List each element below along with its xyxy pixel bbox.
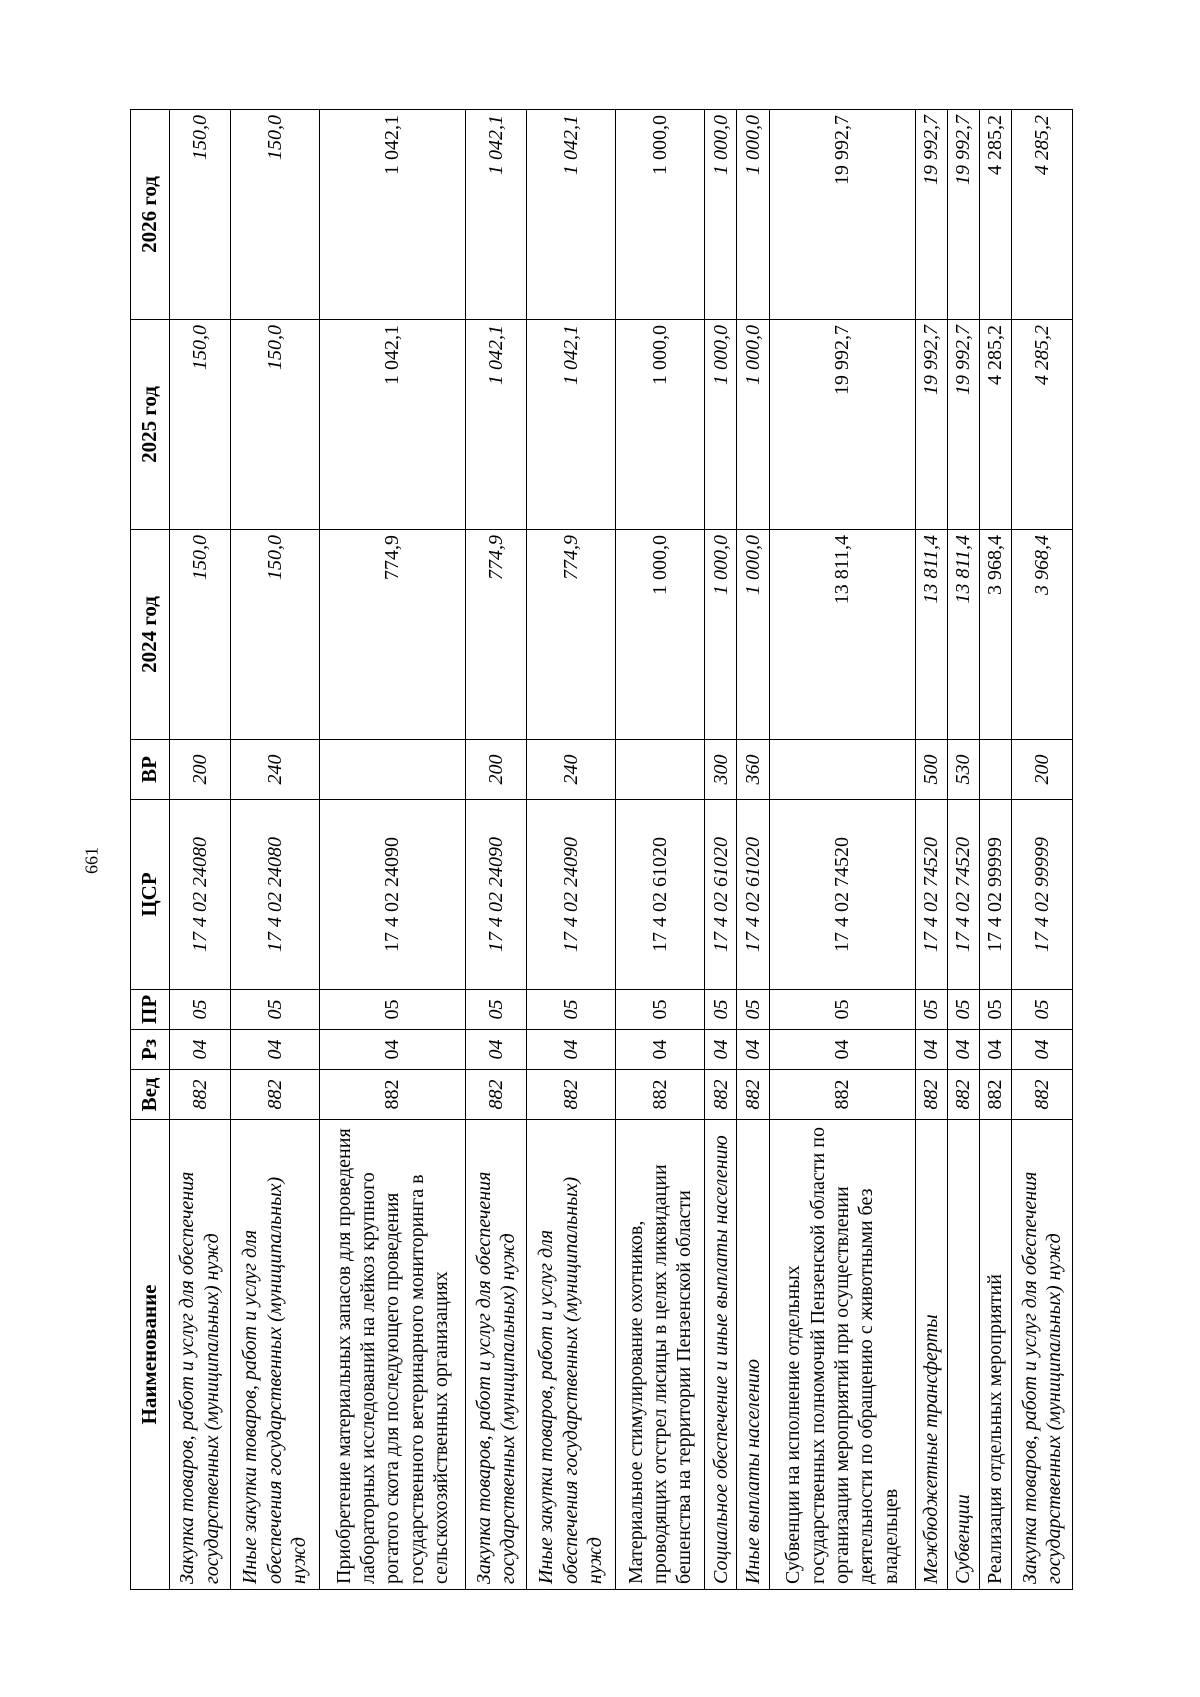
row-2024: 3 968,4 bbox=[980, 530, 1012, 740]
header-name: Наименование bbox=[131, 1120, 170, 1590]
header-pr: ПР bbox=[131, 990, 170, 1030]
row-rz: 04 bbox=[769, 1030, 915, 1070]
row-ved: 882 bbox=[980, 1070, 1012, 1120]
row-2026: 19 992,7 bbox=[915, 110, 947, 320]
row-ved: 882 bbox=[319, 1070, 465, 1120]
row-ved: 882 bbox=[705, 1070, 737, 1120]
row-csr: 17 4 02 61020 bbox=[737, 800, 769, 990]
row-2025: 1 042,1 bbox=[466, 320, 527, 530]
row-name: Закупка товаров, работ и услуг для обеспечения государственных (муниципальных) нужд bbox=[170, 1120, 231, 1590]
row-vr bbox=[769, 740, 915, 800]
row-name: Иные закупки товаров, работ и услуг для обеспечения государственных (муниципальных) нужд bbox=[526, 1120, 615, 1590]
row-2024: 1 000,0 bbox=[737, 530, 769, 740]
row-2026: 19 992,7 bbox=[948, 110, 980, 320]
row-2026: 1 000,0 bbox=[616, 110, 705, 320]
row-pr: 05 bbox=[737, 990, 769, 1030]
row-name: Социальное обеспечение и иные выплаты населению bbox=[705, 1120, 737, 1590]
row-2026: 1 000,0 bbox=[737, 110, 769, 320]
budget-table bbox=[130, 109, 1073, 1590]
header-2024: 2024 год bbox=[131, 530, 170, 740]
row-ved: 882 bbox=[616, 1070, 705, 1120]
row-2026: 150,0 bbox=[230, 110, 319, 320]
table-row bbox=[705, 110, 737, 1590]
row-2025: 1 042,1 bbox=[526, 320, 615, 530]
row-2024: 774,9 bbox=[466, 530, 527, 740]
row-2024: 13 811,4 bbox=[769, 530, 915, 740]
row-ved: 882 bbox=[948, 1070, 980, 1120]
header-row bbox=[131, 110, 170, 1590]
table-row bbox=[948, 110, 980, 1590]
row-pr: 05 bbox=[170, 990, 231, 1030]
row-vr: 200 bbox=[1012, 740, 1073, 800]
row-pr: 05 bbox=[1012, 990, 1073, 1030]
row-ved: 882 bbox=[466, 1070, 527, 1120]
row-rz: 04 bbox=[230, 1030, 319, 1070]
row-2025: 1 000,0 bbox=[616, 320, 705, 530]
table-row bbox=[526, 110, 615, 1590]
header-ved: Вед bbox=[131, 1070, 170, 1120]
table-row bbox=[170, 110, 231, 1590]
row-pr: 05 bbox=[769, 990, 915, 1030]
row-2024: 774,9 bbox=[319, 530, 465, 740]
row-vr: 200 bbox=[170, 740, 231, 800]
header-2025: 2025 год bbox=[131, 320, 170, 530]
row-pr: 05 bbox=[616, 990, 705, 1030]
row-2025: 1 000,0 bbox=[705, 320, 737, 530]
row-rz: 04 bbox=[915, 1030, 947, 1070]
row-2026: 4 285,2 bbox=[1012, 110, 1073, 320]
row-2026: 1 042,1 bbox=[466, 110, 527, 320]
row-ved: 882 bbox=[1012, 1070, 1073, 1120]
row-name: Межбюджетные трансферты bbox=[915, 1120, 947, 1590]
row-csr: 17 4 02 24080 bbox=[170, 800, 231, 990]
row-csr: 17 4 02 74520 bbox=[948, 800, 980, 990]
row-vr bbox=[319, 740, 465, 800]
row-rz: 04 bbox=[705, 1030, 737, 1070]
header-csr: ЦСР bbox=[131, 800, 170, 990]
row-vr bbox=[980, 740, 1012, 800]
row-name: Приобретение материальных запасов для проведения лабораторных исследований на лейкоз крупного рогатого скота для последующего проведения государственного ветеринарного мониторинга в сельскохозяйственных организациях bbox=[319, 1120, 465, 1590]
header-2026: 2026 год bbox=[131, 110, 170, 320]
row-pr: 05 bbox=[319, 990, 465, 1030]
row-2025: 19 992,7 bbox=[915, 320, 947, 530]
table-row bbox=[769, 110, 915, 1590]
row-vr: 360 bbox=[737, 740, 769, 800]
row-pr: 05 bbox=[526, 990, 615, 1030]
row-csr: 17 4 02 24090 bbox=[319, 800, 465, 990]
row-name: Реализация отдельных мероприятий bbox=[980, 1120, 1012, 1590]
row-rz: 04 bbox=[980, 1030, 1012, 1070]
header-rz: Рз bbox=[131, 1030, 170, 1070]
row-name: Субвенции bbox=[948, 1120, 980, 1590]
row-2025: 1 042,1 bbox=[319, 320, 465, 530]
row-vr: 500 bbox=[915, 740, 947, 800]
row-2024: 3 968,4 bbox=[1012, 530, 1073, 740]
row-pr: 05 bbox=[230, 990, 319, 1030]
row-rz: 04 bbox=[526, 1030, 615, 1070]
row-2026: 1 000,0 bbox=[705, 110, 737, 320]
row-ved: 882 bbox=[230, 1070, 319, 1120]
row-ved: 882 bbox=[170, 1070, 231, 1120]
row-csr: 17 4 02 61020 bbox=[616, 800, 705, 990]
row-ved: 882 bbox=[915, 1070, 947, 1120]
row-vr: 530 bbox=[948, 740, 980, 800]
table-row bbox=[616, 110, 705, 1590]
row-pr: 05 bbox=[980, 990, 1012, 1030]
row-2026: 1 042,1 bbox=[526, 110, 615, 320]
row-2025: 150,0 bbox=[230, 320, 319, 530]
row-name: Закупка товаров, работ и услуг для обеспечения государственных (муниципальных) нужд bbox=[1012, 1120, 1073, 1590]
row-2025: 4 285,2 bbox=[980, 320, 1012, 530]
row-2026: 1 042,1 bbox=[319, 110, 465, 320]
header-vr: ВР bbox=[131, 740, 170, 800]
row-csr: 17 4 02 61020 bbox=[705, 800, 737, 990]
row-pr: 05 bbox=[705, 990, 737, 1030]
row-pr: 05 bbox=[948, 990, 980, 1030]
row-vr: 240 bbox=[230, 740, 319, 800]
row-rz: 04 bbox=[319, 1030, 465, 1070]
row-csr: 17 4 02 24090 bbox=[526, 800, 615, 990]
row-csr: 17 4 02 99999 bbox=[1012, 800, 1073, 990]
row-name: Иные выплаты населению bbox=[737, 1120, 769, 1590]
row-2025: 1 000,0 bbox=[737, 320, 769, 530]
row-rz: 04 bbox=[170, 1030, 231, 1070]
row-2025: 150,0 bbox=[170, 320, 231, 530]
row-csr: 17 4 02 24090 bbox=[466, 800, 527, 990]
row-2024: 774,9 bbox=[526, 530, 615, 740]
row-2025: 19 992,7 bbox=[948, 320, 980, 530]
row-pr: 05 bbox=[466, 990, 527, 1030]
row-vr: 300 bbox=[705, 740, 737, 800]
row-2024: 13 811,4 bbox=[915, 530, 947, 740]
row-rz: 04 bbox=[737, 1030, 769, 1070]
table-row bbox=[980, 110, 1012, 1590]
row-name: Иные закупки товаров, работ и услуг для обеспечения государственных (муниципальных) нужд bbox=[230, 1120, 319, 1590]
row-ved: 882 bbox=[737, 1070, 769, 1120]
row-2025: 19 992,7 bbox=[769, 320, 915, 530]
budget-table-container bbox=[130, 110, 1073, 1590]
table-row bbox=[319, 110, 465, 1590]
row-csr: 17 4 02 99999 bbox=[980, 800, 1012, 990]
row-ved: 882 bbox=[526, 1070, 615, 1120]
row-2026: 19 992,7 bbox=[769, 110, 915, 320]
row-2024: 13 811,4 bbox=[948, 530, 980, 740]
row-csr: 17 4 02 24080 bbox=[230, 800, 319, 990]
row-ved: 882 bbox=[769, 1070, 915, 1120]
row-name: Субвенции на исполнение отдельных государственных полномочий Пензенской области по организации мероприятий при осуществлении деятельности по обращению с животными без владельцев bbox=[769, 1120, 915, 1590]
row-vr: 200 bbox=[466, 740, 527, 800]
row-rz: 04 bbox=[948, 1030, 980, 1070]
row-csr: 17 4 02 74520 bbox=[915, 800, 947, 990]
row-rz: 04 bbox=[616, 1030, 705, 1070]
table-row bbox=[230, 110, 319, 1590]
table-row bbox=[737, 110, 769, 1590]
row-vr: 240 bbox=[526, 740, 615, 800]
row-vr bbox=[616, 740, 705, 800]
row-2026: 150,0 bbox=[170, 110, 231, 320]
row-2024: 1 000,0 bbox=[616, 530, 705, 740]
row-2024: 150,0 bbox=[230, 530, 319, 740]
row-name: Закупка товаров, работ и услуг для обеспечения государственных (муниципальных) нужд bbox=[466, 1120, 527, 1590]
row-rz: 04 bbox=[466, 1030, 527, 1070]
table-row bbox=[915, 110, 947, 1590]
table-row bbox=[466, 110, 527, 1590]
row-2024: 150,0 bbox=[170, 530, 231, 740]
page-number: 661 bbox=[81, 847, 102, 874]
row-name: Материальное стимулирование охотников, проводящих отстрел лисицы в целях ликвидации бешенства на территории Пензенской области bbox=[616, 1120, 705, 1590]
table-row bbox=[1012, 110, 1073, 1590]
row-2024: 1 000,0 bbox=[705, 530, 737, 740]
row-2025: 4 285,2 bbox=[1012, 320, 1073, 530]
row-csr: 17 4 02 74520 bbox=[769, 800, 915, 990]
row-pr: 05 bbox=[915, 990, 947, 1030]
row-rz: 04 bbox=[1012, 1030, 1073, 1070]
row-2026: 4 285,2 bbox=[980, 110, 1012, 320]
